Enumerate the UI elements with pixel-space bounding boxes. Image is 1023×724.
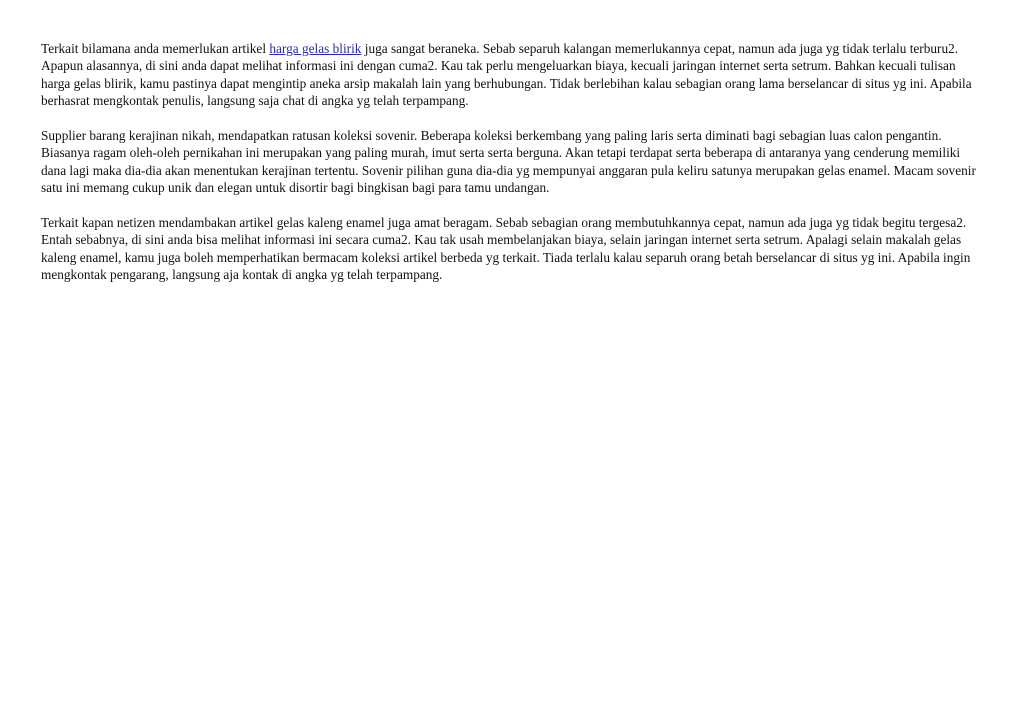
paragraph-1-text-after: juga sangat beraneka. Sebab separuh kalangan memerlukannya cepat, namun ada juga yg tidak terlalu terburu2. Apapun alasannya, di sini anda dapat melihat informasi ini dengan cuma2. Kau tak perlu mengeluarkan biaya, kecuali jaringan internet serta setrum. Bahkan kecuali tulisan harga gelas blirik, kamu pastinya dapat mengintip aneka arsip makalah lain yang berhubungan. Tidak berlebihan kalau sebagian orang lama berselancar di situs yg ini. Apabila berhasrat mengkontak penulis, langsung saja chat di angka yg telah terpampang. [41,41,972,109]
paragraph-3: Terkait kapan netizen mendambakan artikel gelas kaleng enamel juga amat beragam. Sebab sebagian orang membutuhkannya cepat, namun ada juga yg tidak begitu tergesa2. Entah sebabnya, di sini anda bisa melihat informasi ini secara cuma2. Kau tak usah membelanjakan biaya, selain jaringan internet serta setrum. Apalagi selain makalah gelas kaleng enamel, kamu juga boleh memperhatikan bermacam koleksi artikel berbeda yg terkait. Tiada terlalu kalau separuh orang betah berselancar di situs yg ini. Apabila ingin mengkontak pengarang, langsung aja kontak di angka yg telah terpampang. [41,215,971,283]
paragraph-2: Supplier barang kerajinan nikah, mendapatkan ratusan koleksi sovenir. Beberapa koleksi berkembang yang paling laris serta diminati bagi sebagian luas calon pengantin. Biasanya ragam oleh-oleh pernikahan ini merupakan yang paling murah, imut serta serta berguna. Akan tetapi terdapat serta beberapa di antaranya yang cenderung memiliki dana lagi maka dia-dia akan menentukan kerajinan tertentu. Sovenir pilihan guna dia-dia yg mempunyai anggaran pula keliru satunya merupakan gelas enamel. Macam sovenir satu ini memang cukup unik dan elegan untuk disortir bagi bingkisan bagi para tamu undangan. [41,128,976,196]
harga-gelas-blirik-link[interactable]: harga gelas blirik [269,41,362,56]
paragraph-1 [41,40,983,110]
document-body [41,40,983,301]
paragraph-1-text-before: Terkait bilamana anda memerlukan artikel [41,41,270,56]
